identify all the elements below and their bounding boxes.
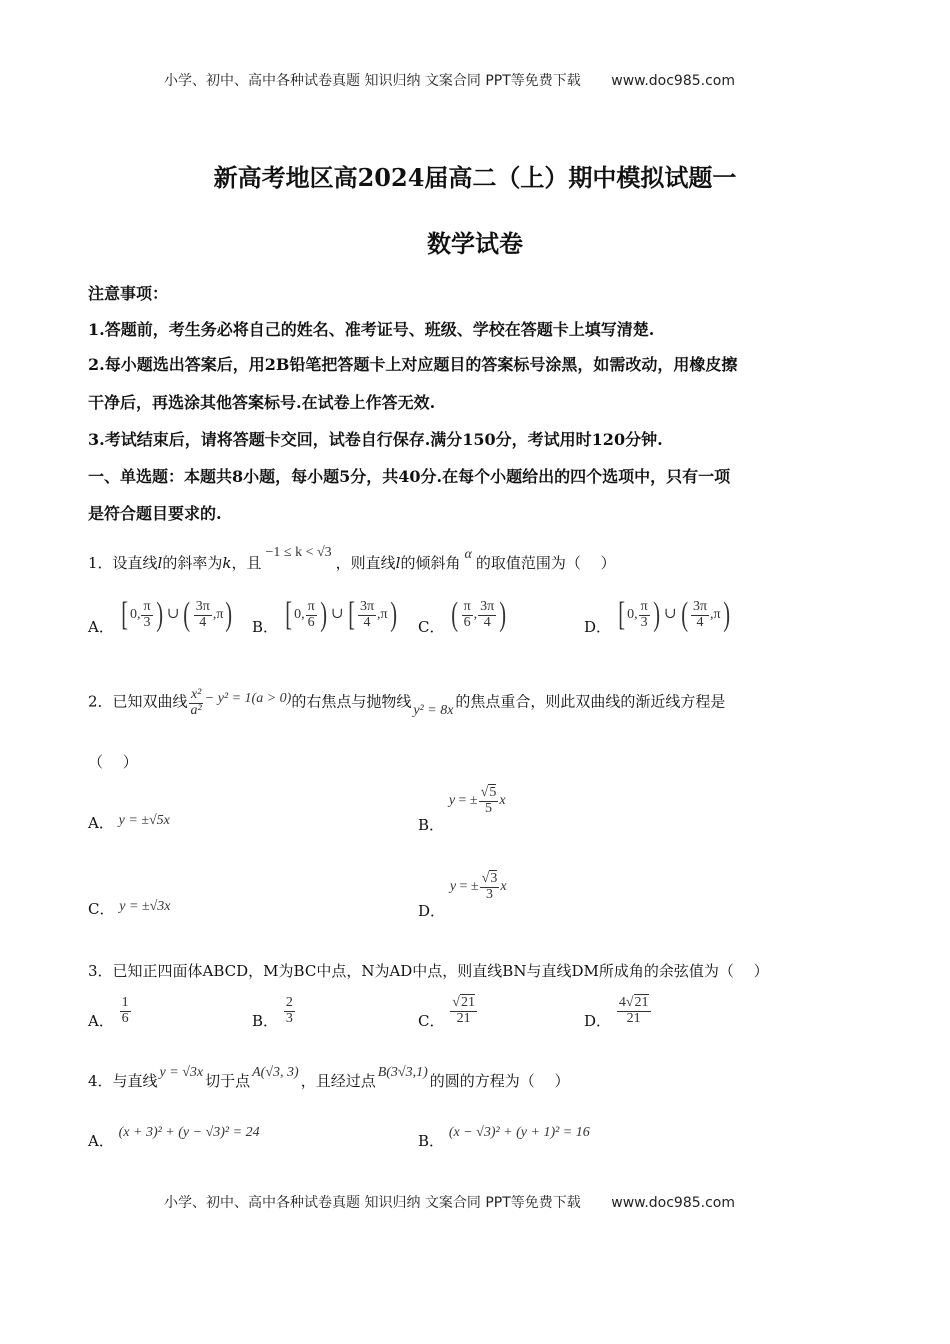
header-text: 小学、初中、高中各种试卷真题 知识归纳 文案合同 PPT等免费下载 [164,73,581,89]
q4-tangent-line: y = √3x [159,1065,204,1080]
q1-option-a-math: [ 0, $\frac{\pi}{3}$ ) ∪ ( $\frac{3\pi}{4}$ ,π) [120,596,233,633]
q2-option-b[interactable]: B． y = ± $\frac{√5}{5}$ x [418,785,506,835]
footer-text: 小学、初中、高中各种试卷真题 知识归纳 文案合同 PPT等免费下载 [164,1195,581,1211]
note-item-2-line-2: 干净后，再选涂其他答案标号.在试卷上作答无效. [88,393,436,412]
question-2-stem: 2．已知双曲线 $\frac{\text{x²}}{\text{a²}}$ − y² = 1(a > 0)的右焦点与抛物线y² = 8x的焦点重合，则此双曲线的渐近线方程是 [88,687,726,719]
q2-option-d-math: y = ± $\frac{√3}{3}$ x [449,871,507,902]
page-title: 新高考地区高2024届高二（上）期中模拟试题一 [213,163,737,192]
q1-option-c[interactable]: C． ( $\frac{\pi}{6}$ , $\frac{3\pi}{4}$ ) [418,598,509,632]
section-heading-line-1: 一、单选题：本题共8小题，每小题5分，共40分.在每个小题给出的四个选项中，只有一项 [88,467,731,486]
q2-option-a-math: y = ±√5x [118,813,170,828]
note-item-1: 1.答题前，考生务必将自己的姓名、准考证号、班级、学校在答题卡上填写清楚. [88,320,655,339]
header-url[interactable]: www.doc985.com [611,73,735,89]
q4-point-a: A(√3, 3) [252,1065,299,1080]
footer-url[interactable]: www.doc985.com [611,1195,735,1211]
page-footer [164,1192,735,1212]
question-1-stem: 1．设直线l的斜率为k，且−1 ≤ k < √3，则直线l的倾斜角 α 的取值范围为（ ） [88,545,616,572]
q2-parabola-eq: y² = 8x [413,703,454,719]
q2-hyperbola-eq: $\frac{\text{x²}}{\text{a²}}$ − y² = 1(a > 0) [190,687,292,718]
q2-option-b-math: y = ± $\frac{√5}{5}$ x [448,785,506,816]
q4-option-a-math: (x + 3)² + (y − √3)² = 24 [118,1125,260,1140]
section-heading-line-2: 是符合题目要求的. [88,504,222,523]
q2-option-c-math: y = ±√3x [119,899,171,914]
q1-option-a[interactable]: A． [ 0, $\frac{\pi}{3}$ ) ∪ ( $\frac{3\pi}{4}$ ,π) [88,598,235,632]
q3-option-c[interactable]: C． $\frac{√21}{21}$ [418,996,478,1026]
q4-option-b[interactable]: B． (x − √3)² + (y + 1)² = 16 [418,1125,590,1150]
q4-point-b: B(3√3,1) [377,1065,428,1080]
q3-option-b[interactable]: B． $\frac{2}{3}$ [252,996,296,1026]
q2-option-a[interactable]: A． y = ±√5x [88,813,170,832]
q3-option-a-math: $\frac{1}{6}$ [121,995,129,1026]
q1-option-d[interactable]: D． [ 0, $\frac{\pi}{3}$ ) ∪ ( $\frac{3\pi}{4}$ ,π) [584,598,732,632]
q3-option-a[interactable]: A． $\frac{1}{6}$ [88,996,132,1026]
q2-option-c[interactable]: C． y = ±√3x [88,899,171,918]
question-2-answer-paren: （ ） [88,753,138,771]
q3-option-d[interactable]: D． $\frac{4√21}{21}$ [584,996,652,1026]
q1-option-b[interactable]: B． [ 0, $\frac{\pi}{6}$ ) ∪ [ $\frac{3\pi}{4}$ ,π) [252,598,399,632]
q4-option-a[interactable]: A． (x + 3)² + (y − √3)² = 24 [88,1125,260,1150]
q3-option-b-math: $\frac{2}{3}$ [285,995,293,1026]
question-3-stem: 3．已知正四面体ABCD，M为BC中点，N为AD中点，则直线BN与直线DM所成角的余弦值为（ ） [88,962,769,980]
q4-option-b-math: (x − √3)² + (y + 1)² = 16 [448,1125,590,1140]
q3-option-c-math: $\frac{√21}{21}$ [452,995,475,1026]
page-subtitle: 数学试卷 [427,229,523,258]
notes-heading: 注意事项： [88,284,169,303]
q1-option-d-math: [ 0, $\frac{\pi}{3}$ ) ∪ ( $\frac{3\pi}{4}$ ,π) [618,596,730,633]
q1-condition: −1 ≤ k < √3 [265,545,332,560]
page-header [164,70,735,90]
q1-option-b-math: [ 0, $\frac{\pi}{6}$ ) ∪ [ $\frac{3\pi}{4}$ ,π) [285,596,397,633]
q3-option-d-math: $\frac{4√21}{21}$ [618,995,649,1026]
note-item-3: 3.考试结束后，请将答题卡交回，试卷自行保存.满分150分，考试用时120分钟. [88,430,663,449]
q2-option-d[interactable]: D． y = ± $\frac{√3}{3}$ x [418,871,507,921]
note-item-2-line-1: 2.每小题选出答案后，用2B铅笔把答题卡上对应题目的答案标号涂黑，如需改动，用橡皮擦 [88,355,738,374]
question-4-stem: 4．与直线 y = √3x 切于点 A(√3, 3) ，且经过点 B(3√3,1) 的圆的方程为（ ） [88,1065,570,1090]
q1-option-c-math: ( $\frac{\pi}{6}$ , $\frac{3\pi}{4}$ ) [451,596,507,633]
